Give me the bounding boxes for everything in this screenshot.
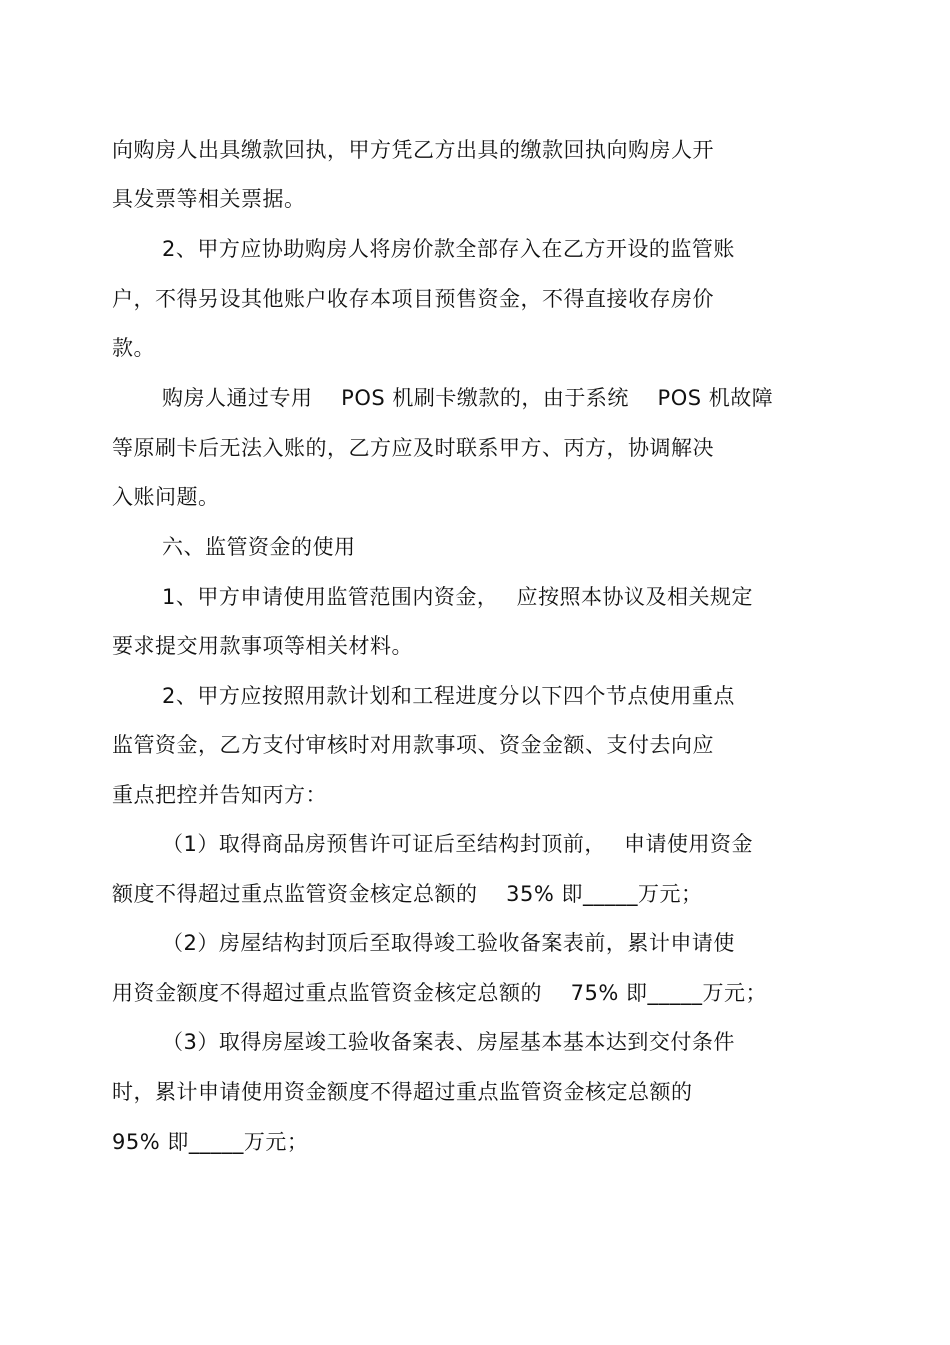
text-line: 重点把控并告知丙方：: [112, 783, 327, 807]
text-line: 95% 即_____万元；: [112, 1130, 309, 1154]
text-line: 购房人通过专用 POS 机刷卡缴款的，由于系统 POS 机故障: [162, 386, 774, 410]
text-line: 要求提交用款事项等相关材料。: [112, 634, 413, 658]
text-line: 入账问题。: [112, 485, 220, 509]
text-line: 时，累计申请使用资金额度不得超过重点监管资金核定总额的: [112, 1080, 693, 1104]
text-line: （2）房屋结构封顶后至取得竣工验收备案表前，累计申请使: [162, 931, 735, 955]
section-heading: 六、监管资金的使用: [162, 535, 356, 559]
text-line: （1）取得商品房预售许可证后至结构封顶前， 申请使用资金: [162, 832, 754, 856]
text-line: 具发票等相关票据。: [112, 187, 306, 211]
text-line: 等原刷卡后无法入账的，乙方应及时联系甲方、丙方，协调解决: [112, 436, 714, 460]
text-line: 向购房人出具缴款回执，甲方凭乙方出具的缴款回执向购房人开: [112, 138, 714, 162]
text-line: 款。: [112, 336, 155, 360]
text-line: （3）取得房屋竣工验收备案表、房屋基本基本达到交付条件: [162, 1030, 735, 1054]
text-line: 户，不得另设其他账户收存本项目预售资金，不得直接收存房价: [112, 287, 714, 311]
text-line: 1、甲方申请使用监管范围内资金， 应按照本协议及相关规定: [162, 585, 754, 609]
text-line: 用资金额度不得超过重点监管资金核定总额的 75% 即_____万元；: [112, 981, 768, 1005]
text-line: 2、甲方应协助购房人将房价款全部存入在乙方开设的监管账: [162, 237, 735, 261]
text-line: 额度不得超过重点监管资金核定总额的 35% 即_____万元；: [112, 882, 703, 906]
text-line: 2、甲方应按照用款计划和工程进度分以下四个节点使用重点: [162, 684, 735, 708]
text-line: 监管资金，乙方支付审核时对用款事项、资金金额、支付去向应: [112, 733, 714, 757]
